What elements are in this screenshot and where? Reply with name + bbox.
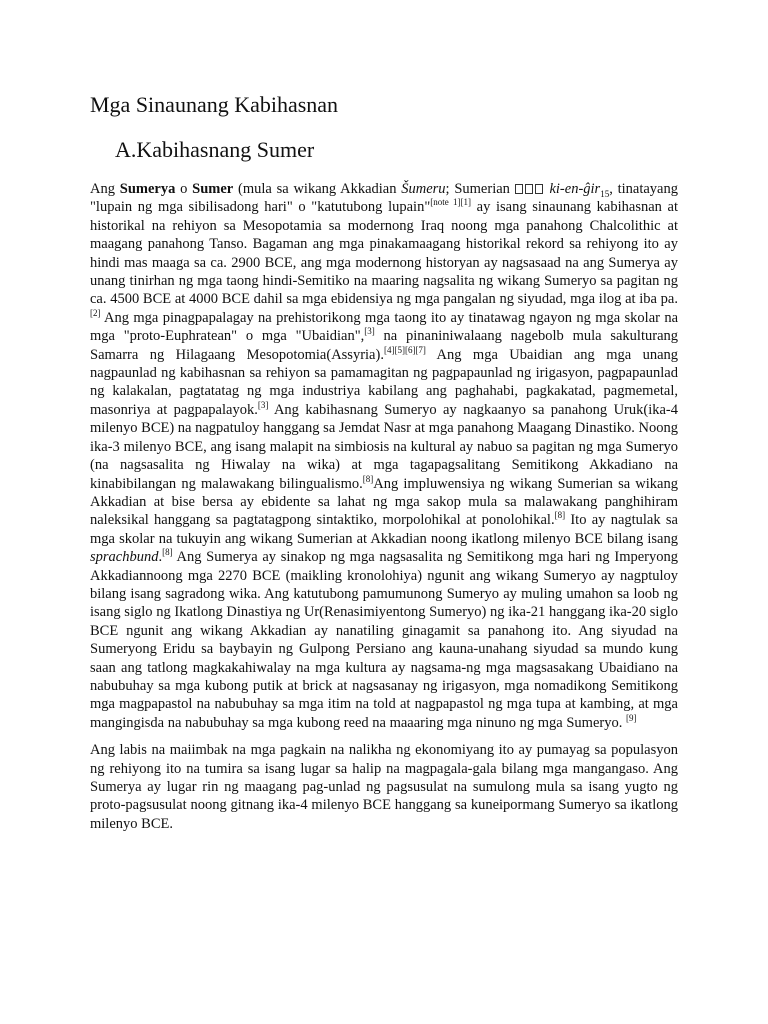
missing-glyph-icon [515, 184, 523, 194]
page-title: Mga Sinaunang Kabihasnan [90, 92, 339, 117]
text-run: Ang impluwensiya ng wikang Sumerian sa wikang Akkadian at bise bersa ay ebidente sa lahat ng mga sakop mula sa malawakang panghihiram naleksikal hanggang sa pagtatagpong sintaktiko, morpolohikal at ponolohikal. [90, 475, 678, 529]
italic-term-sumeru: Šumeru [401, 181, 446, 197]
footnote-ref[interactable]: [4][5][6][7] [383, 344, 426, 355]
footnote-ref[interactable]: [3] [257, 400, 269, 411]
bold-term-sumer: Sumer [192, 181, 234, 197]
footnote-ref[interactable]: [8] [162, 547, 173, 558]
footnote-ref[interactable]: [note 1] [430, 197, 461, 208]
italic-term-ki-en-gir: ki-en-ĝir [549, 181, 601, 197]
document-body [90, 180, 678, 833]
text-run: Ang [90, 181, 120, 197]
subscript: 15 [600, 188, 610, 199]
text-run: o [175, 181, 193, 197]
text-run: . [158, 549, 163, 566]
footnote-ref[interactable]: [3] [364, 326, 375, 337]
text-run: Ito ay nagtulak sa mga skolar na tukuyin ang wikang Sumerian at Akkadian noong ikatlong milenyo BCE bilang isang [90, 512, 678, 547]
text-run: Ang Sumerya ay sinakop ng mga nagsasalita ng Semitikong mga hari ng Imperyong Akkadiannoong mga 2270 BCE (maikling kronolohiya) ngunit ang wikang Sumeryo ay nagptuloy bilang isang sagradong wika. Ang katutubong pamumunong Sumeryo ay muling umahon sa loob ng isang siglo ng Ikatlong Dinastiya ng Ur(Renasimiyentong Sumeryo) ng ika-21 hanggang ika-20 siglo BCE ngunit ang wikang Akkadian ay nanatiling ginagamit sa panahong ito. Ang siyudad na Sumeryong Eridu sa baybayin ng Gulpong Persiano ang kauna-unahang siyudad sa mundo kung saan ang tatlong magkakahiwalay na mga kultura ay nagsama-ng mga magsasakang Ubaidiano na nabubuhay sa mga kubong putik at brick at nagsasanay ng irigasyon, mga nomadikong Semitikong mga magpapastol na nabubuhay sa mga itim na told at nagpapastol ng mga tupa at kambing, at mga mangingisda na nabubuhay sa mga kubong reed na maaaring mga ninuno ng mga Sumeryo. [90, 549, 678, 731]
missing-glyph-icon [525, 184, 533, 194]
footnote-ref[interactable]: [9] [625, 712, 637, 723]
paragraph-2: Ang labis na maiimbak na mga pagkain na nalikha ng ekonomiyang ito ay pumayag sa populasyon ng rehiyong ito na tumira sa isang lugar sa halip na magpagala-gala bilang mga mangangaso. Ang Sumerya ay lugar rin ng maagang pag-unlad ng pagsusulat na sumulong mula sa isang yugto ng proto-pagsusulat noong gitnang ika-4 milenyo BCE hanggang sa kuneipormang Sumeryo sa ikatlong milenyo BCE. [90, 742, 678, 832]
text-run: (mula sa wikang Akkadian [233, 181, 402, 197]
missing-glyph-icon [535, 184, 543, 194]
text-run: na pinaniniwalaang nagebolb mula sakulturang Samarra ng Hilagaang Mesopotomia(Assyria). [90, 328, 678, 363]
text-run: Ang mga pinagpapalagay na prehistorikong mga taong ito ay tinatawag ngayon ng mga skolar na mga "proto-Euphratean" o mga "Ubaidian", [90, 309, 678, 345]
bold-term-sumerya: Sumerya [119, 181, 176, 197]
footnote-ref[interactable]: [8] [362, 473, 374, 484]
footnote-ref[interactable]: [2] [90, 308, 101, 319]
italic-term-sprachbund: sprachbund [90, 549, 159, 566]
text-run: , tinatayang "lupain ng mga sibilisadong hari" o "katutubong lupain" [90, 181, 678, 216]
text-run: Ang kabihasnang Sumeryo ay nagkaanyo sa panahong Uruk(ika-4 milenyo BCE) na nagpatuloy hanggang sa Jemdat Nasr at mga panahong Maagang Dinastiko. Noong ika-3 milenyo BCE, ang isang malapit na simbiosis na kultural ay nabuo sa pagitan ng mga Sumeryo (na nagsasalita ng Hiwalay na wika) at mga tagapagsalitang Semitikong Akkadiano na kinabibilangan ng malawakang bilingualismo. [90, 401, 679, 492]
paragraph-1 [90, 180, 678, 732]
section-heading: A.Kabihasnang Sumer [115, 137, 315, 162]
text-run: ay isang sinaunang kabihasnan at historikal na rehiyon sa Mesopotamia sa modernong Iraq noong mga panahong Chalcolithic at maagang panahong Tanso. Bagaman ang mga pinakamaagang historikal rekord sa rehiyong ito ay hindi mas maaga sa ca. 2900 BCE, ang mga modernong historyan ay nagsasaad na ang Sumerya ay unang tinirhan ng mga taong hindi-Semitiko na maaring nagsalita ng wikang Sumeryo sa pagitan ng ca. 4500 BCE at 4000 BCE dahil sa mga ebidensiya ng mga pangalan ng siyudad, mga ilog at iba pa. [90, 199, 679, 308]
text-run: Ang mga Ubaidian ang mga unang nagpaunlad ng kabihasnan sa rehiyon sa pamamagitan ng pagpapaunlad ng irigasyon, pagpapaunlad ng kalakalan, pagtatatag ng mga industriya kabilang ang paghahabi, pagkakatad, pagmemetal, masonriya at pagpapalayok. [90, 346, 679, 418]
footnote-ref[interactable]: [1] [460, 197, 472, 208]
text-run: ; Sumerian [445, 181, 515, 197]
footnote-ref[interactable]: [8] [554, 510, 566, 521]
